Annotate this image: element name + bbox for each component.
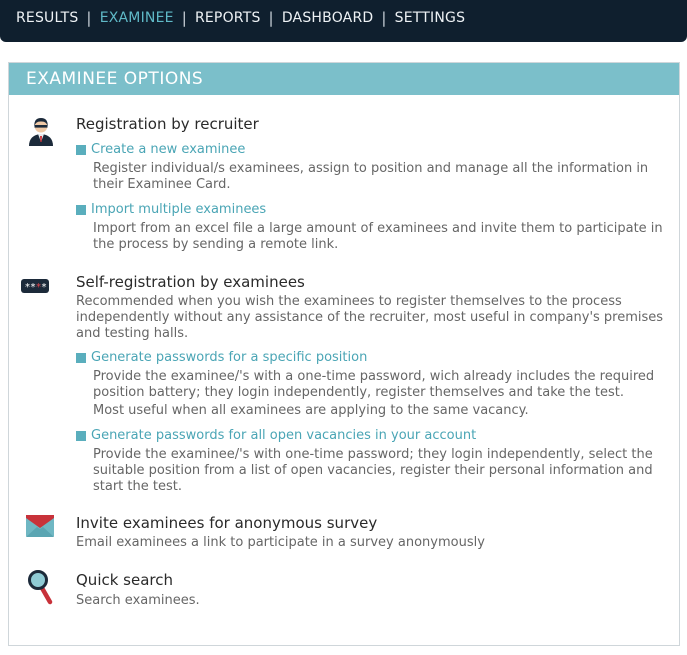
top-navigation [0, 0, 687, 42]
nav-results[interactable]: RESULTS [16, 10, 79, 26]
panel-title: EXAMINEE OPTIONS [9, 63, 679, 95]
section-title-anonymous-survey[interactable]: Invite examinees for anonymous survey [76, 514, 378, 532]
anonymous-survey-desc: Email examinees a link to participate in a survey anonymously [76, 535, 485, 550]
self-registration-desc: Recommended when you wish the examinees to register themselves to the process independently without any assistance of the recruiter, most useful in company's premises and testing halls. [76, 294, 664, 341]
generate-passwords-specific-position-note: Most useful when all examinees are applying to the same vacancy. [93, 403, 529, 418]
examinee-options-panel [8, 62, 680, 646]
generate-passwords-specific-position-link[interactable] [76, 350, 367, 365]
svg-text:*: * [36, 282, 41, 293]
section-title-quick-search[interactable]: Quick search [76, 571, 174, 589]
create-new-examinee-desc: Register individual/s examinees, assign to position and manage all the information in their Examinee Card. [93, 161, 649, 192]
svg-text:*: * [30, 282, 36, 293]
create-new-examinee-link[interactable] [76, 142, 245, 157]
quick-search-desc: Search examinees. [76, 593, 200, 608]
link-label: Import multiple examinees [91, 202, 267, 217]
link-label: Generate passwords for all open vacancies in your account [91, 428, 477, 443]
nav-settings[interactable]: SETTINGS [394, 10, 466, 26]
bullet-square [76, 205, 86, 215]
envelope-icon[interactable] [26, 515, 54, 541]
bullet-square [76, 145, 86, 155]
nav-dashboard[interactable]: DASHBOARD [281, 10, 374, 26]
section-title-registration-by-recruiter: Registration by recruiter [76, 115, 259, 133]
section-title-self-registration: Self-registration by examinees [76, 273, 305, 291]
recruiter-icon [27, 115, 55, 151]
link-label: Generate passwords for a specific position [91, 350, 368, 365]
nav-items [8, 0, 473, 36]
nav-examinee[interactable]: EXAMINEE [99, 10, 174, 26]
link-label: Create a new examinee [91, 142, 246, 157]
generate-passwords-all-vacancies-desc: Provide the examinee/'s with one-time password; they login independently, select the suitable position from a list of open vacancies, register their personal information and start the test. [93, 447, 653, 494]
nav-separator: | [381, 9, 387, 27]
nav-separator: | [86, 9, 92, 27]
bullet-square [76, 431, 86, 441]
import-multiple-examinees-desc: Import from an excel file a large amount of examinees and invite them to participate in the process by sending a remote link. [93, 221, 663, 252]
nav-separator: | [268, 9, 274, 27]
nav-separator: | [181, 9, 187, 27]
password-icon [21, 278, 49, 297]
svg-text:*: * [41, 282, 47, 293]
import-multiple-examinees-link[interactable] [76, 202, 266, 217]
magnifier-icon[interactable] [28, 569, 54, 609]
generate-passwords-all-vacancies-link[interactable] [76, 428, 476, 443]
svg-text:*: * [25, 282, 30, 293]
generate-passwords-specific-position-desc: Provide the examinee/'s with a one-time password, wich already includes the required position battery; they login independently, register themselves and take the test. [93, 369, 655, 400]
nav-reports[interactable]: REPORTS [194, 10, 261, 26]
bullet-square [76, 353, 86, 363]
